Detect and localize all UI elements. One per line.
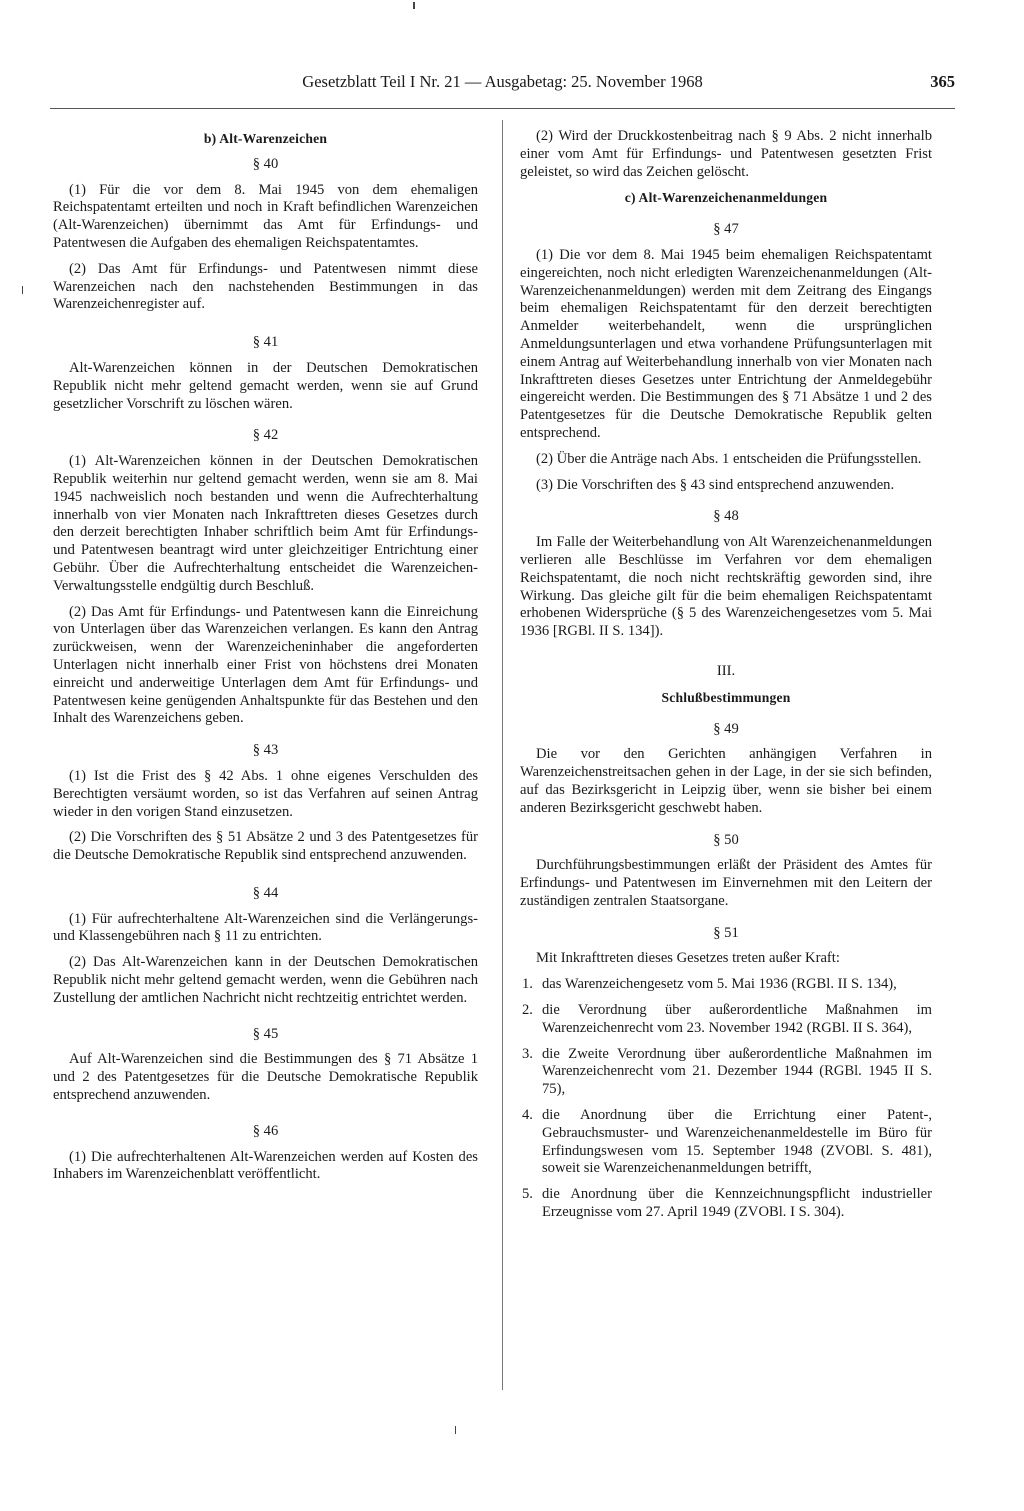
- section-44-paragraph-2: (2) Das Alt-Warenzeichen kann in der Deutschen Demokratischen Republik nicht mehr geltend gemacht werden, wenn die Gebühren nach Zustellung der amtlichen Nachricht nicht rechtzeitig entrichtet werden.: [53, 954, 478, 1006]
- right-column: [520, 128, 932, 1230]
- scan-speck: [22, 286, 23, 294]
- repealed-laws-list: [520, 976, 932, 1222]
- subheading-schlussbestimmungen: Schlußbestimmungen: [661, 689, 791, 705]
- list-item: [520, 1046, 932, 1099]
- left-column: [53, 128, 478, 1192]
- subheading-alt-warenzeichenanmeldungen: c) Alt-Warenzeichenanmeldungen: [624, 190, 828, 206]
- section-43-heading: § 43: [252, 742, 279, 759]
- list-item-number: 1.: [522, 976, 533, 993]
- list-item-number: 2.: [522, 1002, 533, 1019]
- section-51-heading: § 51: [713, 924, 739, 941]
- section-50-heading: § 50: [713, 831, 739, 848]
- section-48-heading: § 48: [713, 508, 739, 525]
- section-42-paragraph-2: (2) Das Amt für Erfindungs- und Patentwesen kann die Einreichung von Unterlagen über das Warenzeichen verlangen. Es kann den Antrag zurückweisen, wenn der Warenzeicheninhaber die angeforderten Unterlagen nicht innerhalb einer Frist von höchstens drei Monaten einreicht und anderweitige Unterlagen dem Amt für Erfindungs- und Patentwesen keine genügenden Anhaltspunkte für das Bestehen und den Inhalt des Warenzeichens geben.: [53, 603, 478, 727]
- scan-speck: [413, 2, 415, 9]
- section-40-paragraph-1: (1) Für die vor dem 8. Mai 1945 von dem ehemaligen Reichspatentamt erteilten und noch in Kraft befindlichen Warenzeichen (Alt-Warenzeichen) übernimmt das Amt für Erfindungs- und Patentwesen die Aufgaben des ehemaligen Reichspatentamtes.: [53, 181, 478, 251]
- column-divider: [502, 120, 503, 1390]
- section-49-heading: § 49: [713, 720, 739, 737]
- list-item-text: die Verordnung über außerordentliche Maßnahmen im Warenzeichenrecht vom 23. November 1942 (RGBl. II S. 364),: [542, 1002, 932, 1036]
- section-47-heading: § 47: [713, 221, 739, 238]
- list-item-number: 3.: [522, 1045, 533, 1062]
- section-47-paragraph-2: (2) Über die Anträge nach Abs. 1 entscheiden die Prüfungsstellen.: [536, 450, 922, 467]
- section-40-paragraph-2: (2) Das Amt für Erfindungs- und Patentwesen nimmt diese Warenzeichen nach den nachstehenden Bestimmungen in das Warenzeichenregister auf.: [53, 260, 478, 313]
- section-46-paragraph-2: (2) Wird der Druckkostenbeitrag nach § 9 Abs. 2 nicht innerhalb einer vom Amt für Erfindungs- und Patentwesen gesetzten Frist geleistet, so wird das Zeichen gelöscht.: [520, 128, 932, 180]
- page-number: 365: [930, 72, 955, 91]
- page-header: [50, 72, 955, 98]
- section-44-heading: § 44: [252, 884, 279, 901]
- section-47-paragraph-1: (1) Die vor dem 8. Mai 1945 beim ehemaligen Reichspatentamt eingereichten, noch nicht erledigten Warenzeichenanmeldungen (Alt-Warenzeichenanmeldungen) werden mit dem Zeitrang des Eingangs beim ehemaligen Reichspatentamt für den derzeit berechtigten Anmelder weiterbehandelt, wenn die ursprünglichen Anmeldungsunterlagen und etwa vorhandene Prüfungsunterlagen mit einem Antrag auf Weiterbehandlung innerhalb von vier Monaten nach Inkrafttreten dieses Gesetzes unter Entrichtung der Anmeldegebühr eingereicht werden. Die Bestimmungen des § 71 Absätze 1 und 2 des Patentgesetzes für die Deutsche Demokratische Republik gelten entsprechend.: [520, 246, 932, 441]
- section-44-paragraph-1: (1) Für aufrechterhaltene Alt-Warenzeichen sind die Verlängerungs- und Klassengebühren nach § 11 zu entrichten.: [53, 910, 478, 945]
- section-50-paragraph: Durchführungsbestimmungen erläßt der Präsident des Amtes für Erfindungs- und Patentwesen im Einvernehmen mit den Leitern der zuständigen zentralen Staatsorgane.: [520, 857, 932, 909]
- subheading-alt-warenzeichen: b) Alt-Warenzeichen: [203, 131, 328, 146]
- part-numeral: III.: [716, 662, 736, 679]
- list-item-text: die Zweite Verordnung über außerordentliche Maßnahmen im Warenzeichenrecht vom 21. Dezember 1944 (RGBl. 1945 II S. 75),: [542, 1045, 932, 1098]
- section-46-heading: § 46: [252, 1122, 279, 1139]
- section-42-paragraph-1: (1) Alt-Warenzeichen können in der Deutschen Demokratischen Republik weiterhin nur geltend gemacht werden, wenn sie am 8. Mai 1945 nachweislich noch bestanden und wenn die Aufrechterhaltung innerhalb von vier Monaten nach Inkrafttreten dieses Gesetzes durch den derzeit berechtigten Inhaber schriftlich beim Amt für Erfindungs- und Patentwesen beantragt wird unter gleichzeitiger Entrichtung einer Gebühr. Über die Aufrechterhaltung entscheidet die Warenzeichen-Verwaltungsstelle endgültig durch Beschluß.: [53, 453, 478, 594]
- scan-speck: [455, 1426, 456, 1434]
- section-42-heading: § 42: [252, 427, 279, 444]
- header-title: Gesetzblatt Teil I Nr. 21 — Ausgabetag: 25. November 1968: [302, 72, 703, 91]
- list-item-number: 4.: [522, 1107, 533, 1124]
- section-45-paragraph: Auf Alt-Warenzeichen sind die Bestimmungen des § 71 Absätze 1 und 2 des Patentgesetzes für die Deutsche Demokratische Republik entsprechend anzuwenden.: [53, 1051, 478, 1104]
- section-45-heading: § 45: [252, 1025, 279, 1042]
- list-item: [520, 1002, 932, 1038]
- section-41-heading: § 41: [252, 334, 279, 351]
- section-40-heading: § 40: [252, 155, 279, 172]
- list-item: [520, 976, 932, 994]
- list-item: [520, 1107, 932, 1178]
- section-43-paragraph-2: (2) Die Vorschriften des § 51 Absätze 2 und 3 des Patentgesetzes für die Deutsche Demokratische Republik sind entsprechend anzuwenden.: [53, 829, 478, 864]
- list-item: [520, 1186, 932, 1222]
- section-41-paragraph: Alt-Warenzeichen können in der Deutschen Demokratischen Republik nicht mehr geltend gemacht werden, wenn sie auf Grund gesetzlicher Vorschrift zu löschen wären.: [53, 359, 478, 412]
- section-47-paragraph-3: (3) Die Vorschriften des § 43 sind entsprechend anzuwenden.: [536, 476, 895, 493]
- list-item-text: die Anordnung über die Errichtung einer Patent-, Gebrauchsmuster- und Warenzeichenanmeldestelle im Büro für Erfindungswesen vom 15. September 1948 (ZVOBl. S. 481), soweit sie Warenzeichenanmeldungen betrifft,: [542, 1107, 932, 1177]
- section-51-paragraph: Mit Inkrafttreten dieses Gesetzes treten außer Kraft:: [536, 950, 840, 967]
- header-rule: [50, 108, 955, 109]
- section-48-paragraph: Im Falle der Weiterbehandlung von Alt Warenzeichenanmeldungen verlieren alle Beschlüsse im Verfahren vor dem ehemaligen Reichspatentamt, die noch nicht rechtskräftig geworden sind, ihre Wirkung. Das gleiche gilt für die beim ehemaligen Reichspatentamt erhobenen Widersprüche (§ 5 des Warenzeichengesetzes vom 5. Mai 1936 [RGBl. II S. 134]).: [520, 534, 932, 640]
- list-item-text: das Warenzeichengesetz vom 5. Mai 1936 (RGBl. II S. 134),: [542, 976, 897, 993]
- list-item-number: 5.: [522, 1186, 533, 1203]
- section-49-paragraph: Die vor den Gerichten anhängigen Verfahren in Warenzeichenstreitsachen gehen in der Lage, in der sie sich befinden, auf das Bezirksgericht in Leipzig über, wenn sie bisher bei einem anderen Bezirksgericht geschwebt haben.: [520, 746, 932, 816]
- list-item-text: die Anordnung über die Kennzeichnungspflicht industrieller Erzeugnisse vom 27. April 1949 (ZVOBl. I S. 304).: [542, 1186, 932, 1221]
- section-43-paragraph-1: (1) Ist die Frist des § 42 Abs. 1 ohne eigenes Verschulden des Berechtigten versäumt worden, so ist das Verfahren auf seinen Antrag wieder in den vorigen Stand einzusetzen.: [53, 767, 478, 820]
- section-46-paragraph-1: (1) Die aufrechterhaltenen Alt-Warenzeichen werden auf Kosten des Inhabers im Warenzeichenblatt veröffentlicht.: [53, 1148, 478, 1183]
